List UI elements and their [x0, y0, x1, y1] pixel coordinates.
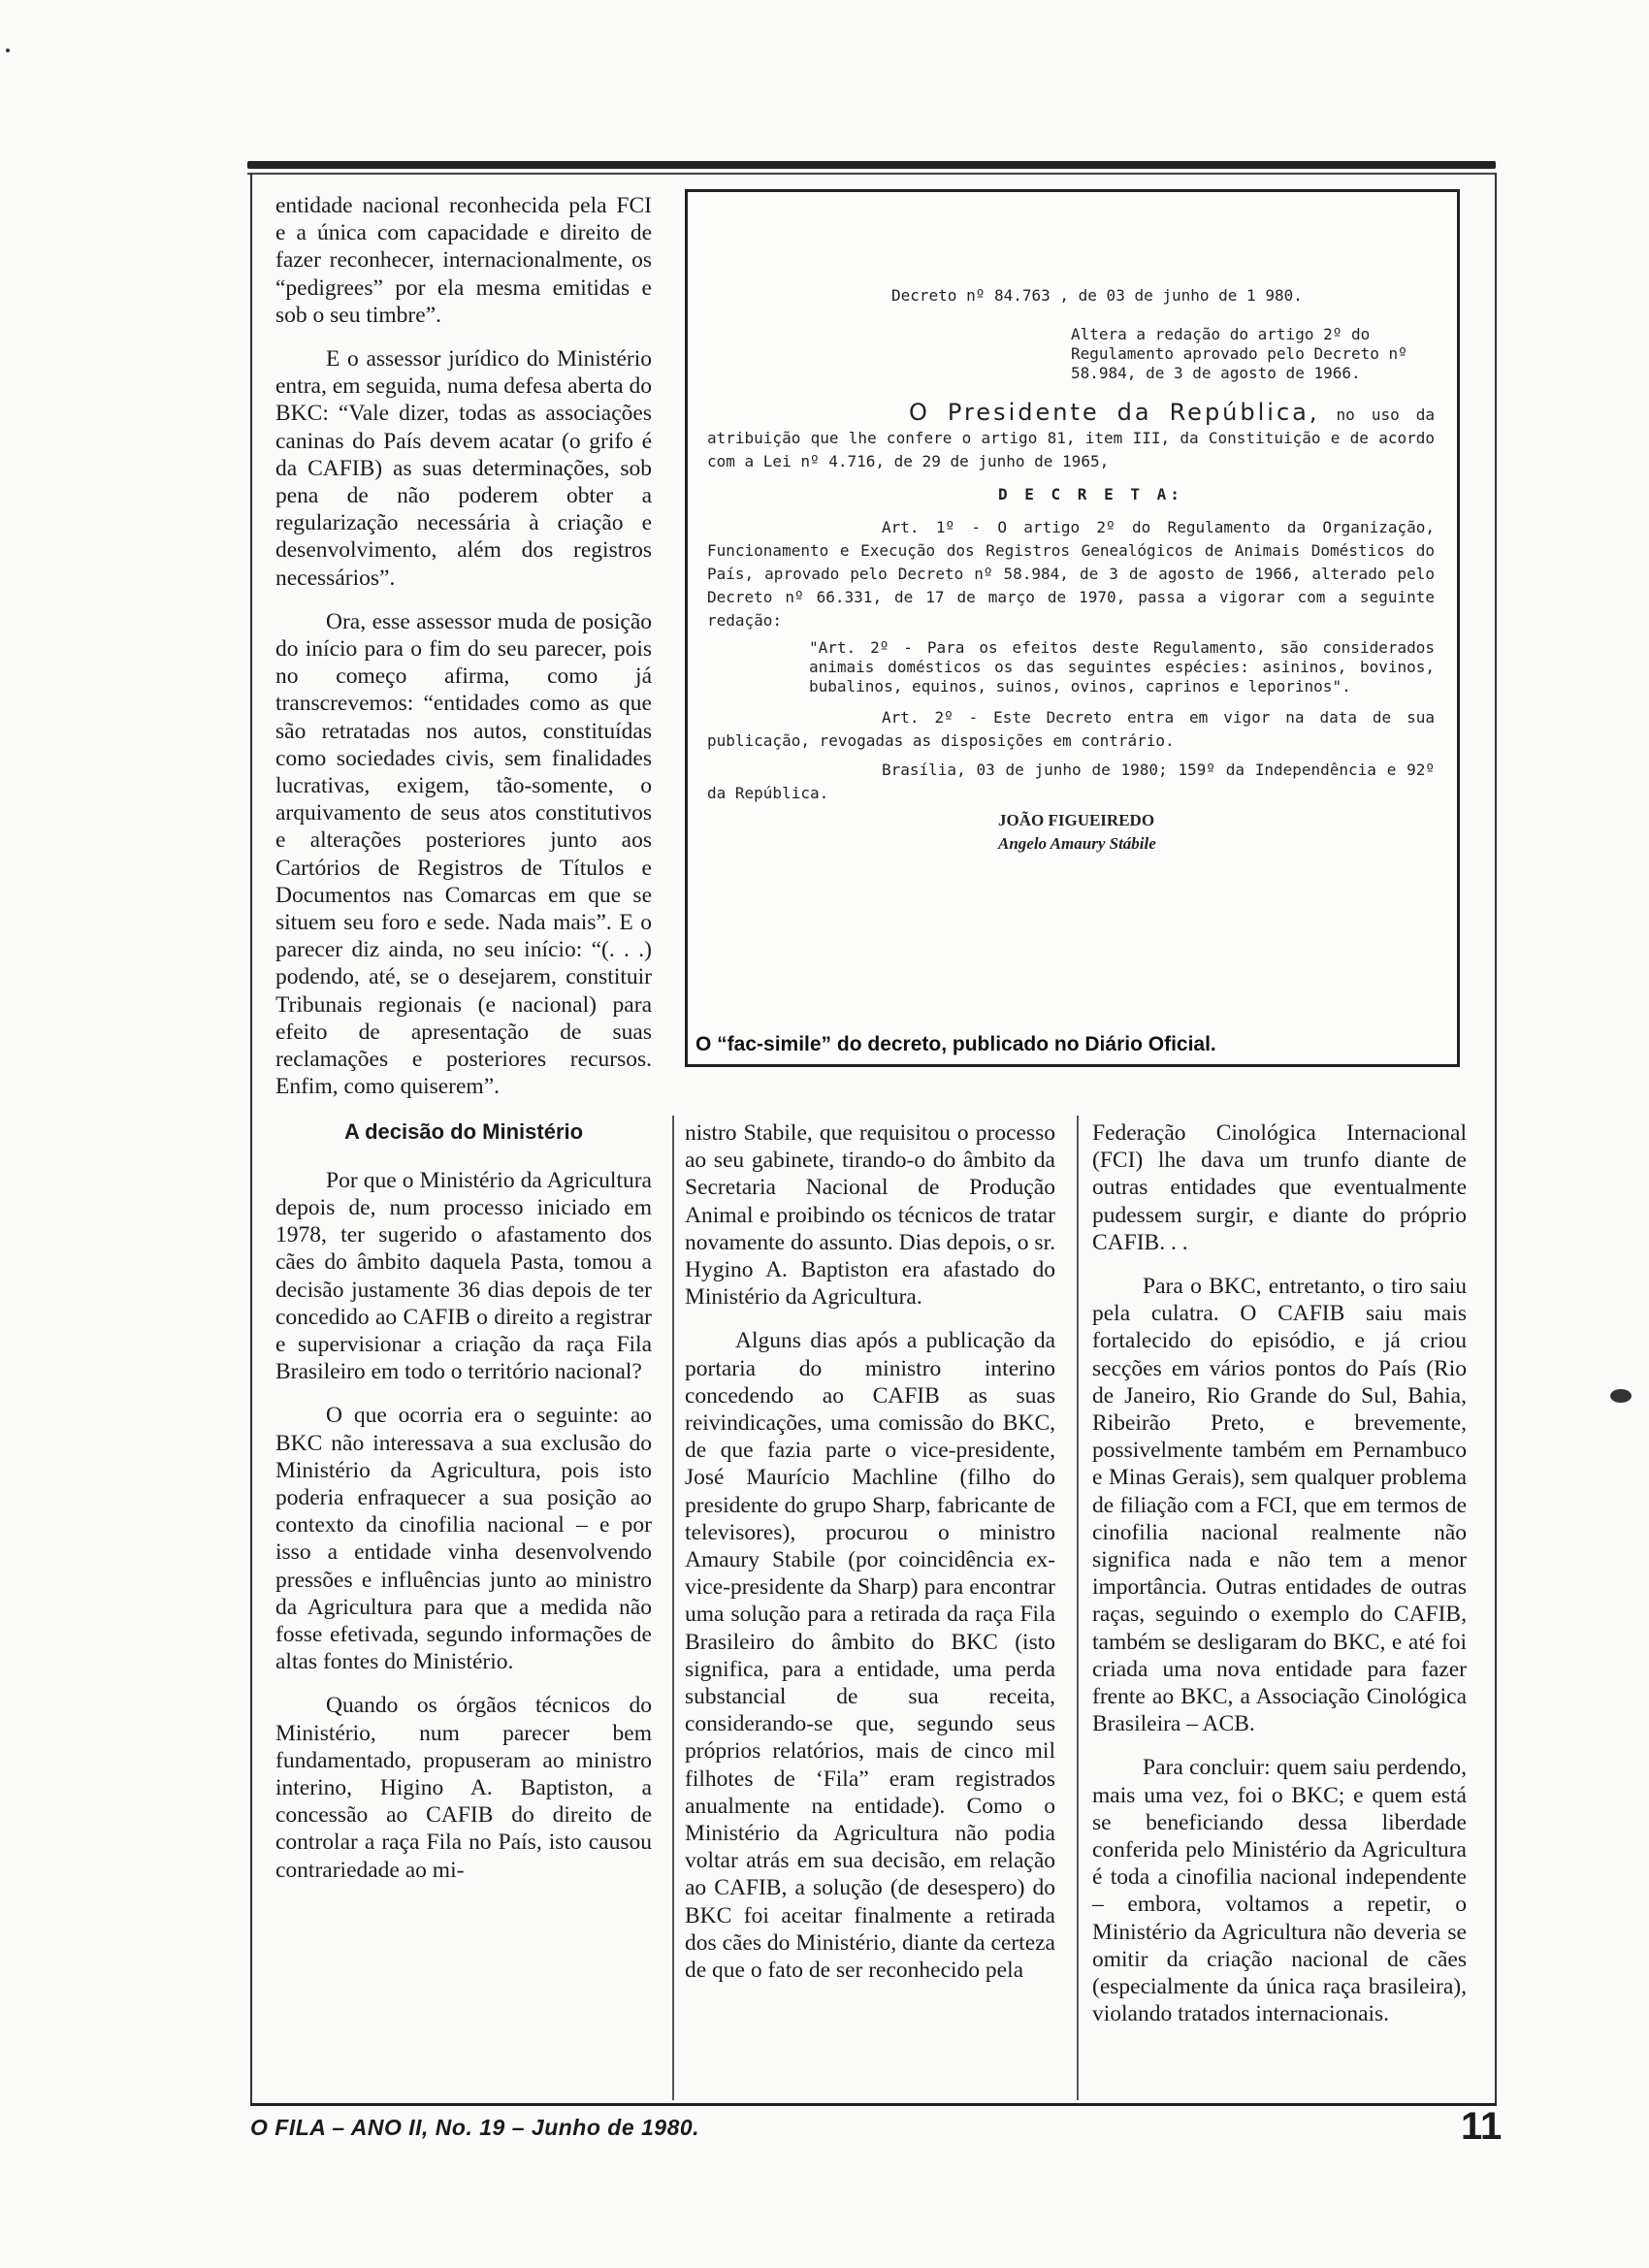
top-rule	[247, 161, 1496, 169]
paragraph: E o assessor jurídico do Ministério entra, em seguida, numa defesa aberta do BKC: “Vale dizer, todas as associações caninas do País devem acatar (o grifo é da CAFIB) as suas determinações, sob pena de não poderem obter a regularização necessária à criação e desenvolvimento, além dos registros necessários”.	[275, 346, 652, 591]
decree-signature-minister: Angelo Amaury Stábile	[998, 834, 1156, 853]
decree-decreta: D E C R E T A:	[998, 485, 1183, 503]
decree-art2: Art. 2º - Este Decreto entra em vigor na data de sua publicação, revogadas as disposições em contrário.	[707, 708, 1435, 750]
decree-title: Decreto nº 84.763 , de 03 de junho de 1 980.	[891, 286, 1303, 305]
page-number: 11	[1461, 2105, 1503, 2148]
article-column-2	[685, 1119, 1055, 2000]
top-rule-thin	[247, 173, 1496, 175]
paragraph: Quando os órgãos técnicos do Ministério, num parecer bem fundamentado, propuseram ao ministro interino, Higino A. Baptiston, a concessão ao CAFIB do direito de controlar a raça Fila no País, isto causou contrariedade ao mi-	[275, 1693, 652, 1883]
decree-facsimile	[685, 189, 1460, 1067]
decree-summary: Altera a redação do artigo 2º do Regulamento aprovado pelo Decreto nº 58.984, de 3 de agosto de 1966.	[1071, 325, 1407, 382]
paragraph: Por que o Ministério da Agricultura depois de, num processo iniciado em 1978, ter sugerido o afastamento dos cães do âmbito daquela Pasta, tomou a decisão justamente 36 dias depois de ter concedido ao CAFIB o direito a registrar e supervisionar a criação da raça Fila Brasileiro em todo o território nacional?	[275, 1167, 652, 1385]
paragraph: Federação Cinológica Internacional (FCI) lhe dava um trunfo diante de outras entidades que eventualmente pudessem surgir, e diante do próprio CAFIB. . .	[1092, 1120, 1467, 1255]
decree-closing: Brasília, 03 de junho de 1980; 159º da Independência e 92º da República.	[707, 761, 1435, 802]
decree-text	[707, 284, 1435, 856]
page-footer: O FILA – ANO II, No. 19 – Junho de 1980.	[250, 2115, 700, 2140]
scan-speck	[6, 49, 10, 52]
scan-speck	[1610, 1389, 1632, 1403]
paragraph: nistro Stabile, que requisitou o processo ao seu gabinete, tirando-o do âmbito da Secretaria Nacional de Produção Animal e proibindo os técnicos de tratar novamente do assunto. Dias depois, o sr. Hygino A. Baptiston era afastado do Ministério da Agricultura.	[685, 1120, 1055, 1311]
paragraph: O que ocorria era o seguinte: ao BKC não interessava a sua exclusão do Ministério da Agricultura, pois isto poderia enfraquecer a sua posição ao contexto da cinofilia nacional – e por isso a entidade vinha desenvolvendo pressões e influências junto ao ministro da Agricultura para que a medida não fosse efetivada, segundo informações de altas fontes do Ministério.	[275, 1403, 652, 1675]
paragraph: entidade nacional reconhecida pela FCI e a única com capacidade e direito de fazer reconhecer, internacionalmente, os “pedigrees” por ela mesma emitidas e sob o seu timbre”.	[275, 193, 652, 328]
paragraph: Para concluir: quem saiu perdendo, mais uma vez, foi o BKC; e quem está se beneficiando dessa liberdade conferida pelo Ministério da Agricultura é toda a cinofilia nacional independente – embora, voltamos a repetir, o Ministério da Agricultura não deveria se omitir da criação nacional de cães (especialmente da única raça brasileira), violando tratados internacionais.	[1092, 1755, 1467, 2027]
article-column-1	[275, 192, 652, 1900]
facsimile-caption: O “fac-simile” do decreto, publicado no Diário Oficial.	[695, 1033, 1216, 1055]
decree-presidente: O Presidente da República,	[909, 399, 1320, 426]
column-rule-1	[672, 1116, 674, 2100]
paragraph: Para o BKC, entretanto, o tiro saiu pela culatra. O CAFIB saiu mais fortalecido do episódio, e já criou secções em vários pontos do País (Rio de Janeiro, Rio Grande do Sul, Bahia, Ribeirão Preto, e brevemente, possivelmente também em Pernambuco e Minas Gerais), sem qualquer problema de filiação com a FCI, que em termos de cinofilia nacional realmente não significa nada e não tem a menor importância. Outras entidades de outras raças, seguindo o exemplo do CAFIB, também se desligaram do BKC, e até foi criada uma nova entidade para fazer frente ao BKC, a Associação Cinológica Brasileira – ACB.	[1092, 1274, 1467, 1737]
paragraph: Alguns dias após a publicação da portaria do ministro interino concedendo ao CAFIB as suas reivindicações, uma comissão do BKC, de que fazia parte o vice-presidente, José Maurício Machline (filho do presidente do grupo Sharp, fabricante de televisores), procurou o ministro Amaury Stabile (por coincidência ex-vice-presidente da Sharp) para encontrar uma solução para a retirada da raça Fila Brasileiro do âmbito do BKC (isto significa, para a entidade, uma perda substancial de sua receita, considerando-se que, segundo seus próprios relatórios, mais de cinco mil filhotes de ‘Fila” eram registrados anualmente na entidade). Como o Ministério da Agricultura não podia voltar atrás em sua decisão, em relação ao CAFIB, a solução (de desespero) do BKC foi aceitar finalmente a retirada dos cães do Ministério, diante da certeza de que o fato de ser reconhecido pela	[685, 1328, 1055, 1984]
paragraph: Ora, esse assessor muda de posição do início para o fim do seu parecer, pois no começo afirma, como já transcrevemos: “entidades como as que são retratadas nos autos, constituídas como sociedades civis, sem finalidades lucrativas, exigem, tão-somente, o arquivamento de seus atos constitutivos e alterações posteriores junto aos Cartórios de Registros de Títulos e Documentos nas Comarcas em que se situem seu foro e sede. Nada mais”. E o parecer diz ainda, no seu início: “(. . .) podendo, até, se o desejarem, constituir Tribunais regionais (e nacional) para efeito de apresentação de suas reclamações e posteriores recursos. Enfim, como quiserem”.	[275, 608, 652, 1100]
right-border	[1495, 173, 1497, 2105]
column-rule-2	[1077, 1116, 1079, 2100]
decree-presidente-cont: no uso da atribuição que lhe confere o artigo 81, item III, da Constituição e de acordo com a Lei nº 4.716, de 29 de junho de 1965,	[707, 405, 1435, 470]
decree-art-quote: "Art. 2º - Para os efeitos deste Regulamento, são considerados animais domésticos os das seguintes espécies: asininos, bovinos, bubalinos, equinos, suinos, ovinos, caprinos e leporinos".	[809, 638, 1435, 696]
section-heading: A decisão do Ministério	[343, 1118, 584, 1144]
decree-signature-president: JOÃO FIGUEIREDO	[998, 811, 1155, 829]
decree-art1: Art. 1º - O artigo 2º do Regulamento da Organização, Funcionamento e Execução dos Registros Genealógicos de Animais Domésticos do País, aprovado pelo Decreto nº 58.984, de 3 de agosto de 1966, alterado pelo Decreto nº 66.331, de 17 de março de 1970, passa a vigorar com a seguinte redação:	[707, 518, 1435, 630]
article-column-3	[1092, 1119, 1467, 2045]
left-border	[250, 173, 252, 2105]
bottom-rule	[250, 2103, 1497, 2106]
